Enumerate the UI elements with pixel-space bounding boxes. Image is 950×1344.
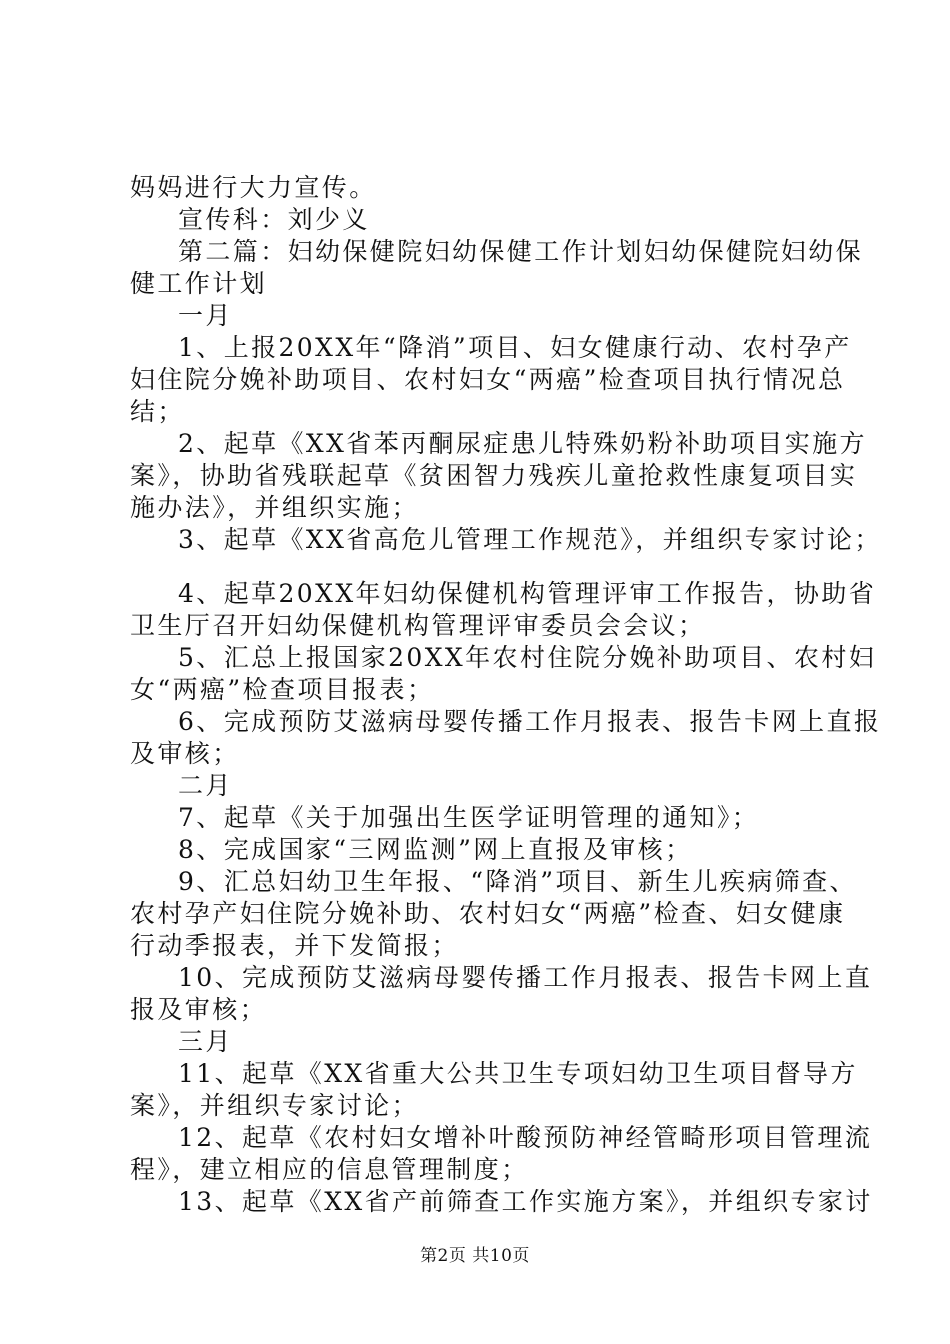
- list-item: 4、起草20XX年妇幼保健机构管理评审工作报告，协助省: [178, 579, 877, 608]
- list-item: 案》，协助省残联起草《贫困智力残疾儿童抢救性康复项目实: [130, 461, 858, 490]
- list-item: 行动季报表，并下发简报；: [130, 931, 459, 960]
- list-item: 程》，建立相应的信息管理制度；: [130, 1155, 529, 1184]
- list-item: 结；: [130, 397, 185, 426]
- list-item: 3、起草《XX省高危儿管理工作规范》，并组织专家讨论；: [178, 525, 882, 554]
- list-item: 10、完成预防艾滋病母婴传播工作月报表、报告卡网上直: [178, 963, 873, 992]
- list-item: 13、起草《XX省产前筛查工作实施方案》，并组织专家讨: [178, 1187, 873, 1216]
- list-item: 施办法》，并组织实施；: [130, 493, 419, 522]
- list-item: 9、汇总妇幼卫生年报、“降消”项目、新生儿疾病筛查、: [178, 867, 857, 896]
- month-heading: 二月: [178, 771, 233, 800]
- month-heading: 三月: [178, 1027, 233, 1056]
- list-item: 6、完成预防艾滋病母婴传播工作月报表、报告卡网上直报: [178, 707, 882, 736]
- list-item: 2、起草《XX省苯丙酮尿症患儿特殊奶粉补助项目实施方: [178, 429, 867, 458]
- list-item: 卫生厅召开妇幼保健机构管理评审委员会会议；: [130, 611, 706, 640]
- list-item: 农村孕产妇住院分娩补助、农村妇女“两癌”检查、妇女健康: [130, 899, 846, 928]
- list-item: 11、起草《XX省重大公共卫生专项妇幼卫生项目督导方: [178, 1059, 858, 1088]
- list-item: 女“两癌”检查项目报表；: [130, 675, 435, 704]
- list-item: 8、完成国家“三网监测”网上直报及审核；: [178, 835, 693, 864]
- list-item: 报及审核；: [130, 995, 268, 1024]
- list-item: 1、上报20XX年“降消”项目、妇女健康行动、农村孕产: [178, 333, 852, 362]
- list-item: 12、起草《农村妇女增补叶酸预防神经管畸形项目管理流: [178, 1123, 873, 1152]
- section-heading: 第二篇：妇幼保健院妇幼保健工作计划妇幼保健院妇幼保: [178, 237, 864, 266]
- list-item: 7、起草《关于加强出生医学证明管理的通知》；: [178, 803, 760, 832]
- month-heading: 一月: [178, 301, 233, 330]
- text-line: 宣传科：刘少义: [178, 205, 370, 234]
- list-item: 及审核；: [130, 739, 240, 768]
- list-item: 妇住院分娩补助项目、农村妇女“两癌”检查项目执行情况总: [130, 365, 846, 394]
- list-item: 5、汇总上报国家20XX年农村住院分娩补助项目、农村妇: [178, 643, 877, 672]
- section-heading: 健工作计划: [130, 269, 268, 298]
- text-line: 妈妈进行大力宣传。: [130, 173, 377, 202]
- page-number-footer: 第2页 共10页: [420, 1246, 530, 1266]
- list-item: 案》，并组织专家讨论；: [130, 1091, 419, 1120]
